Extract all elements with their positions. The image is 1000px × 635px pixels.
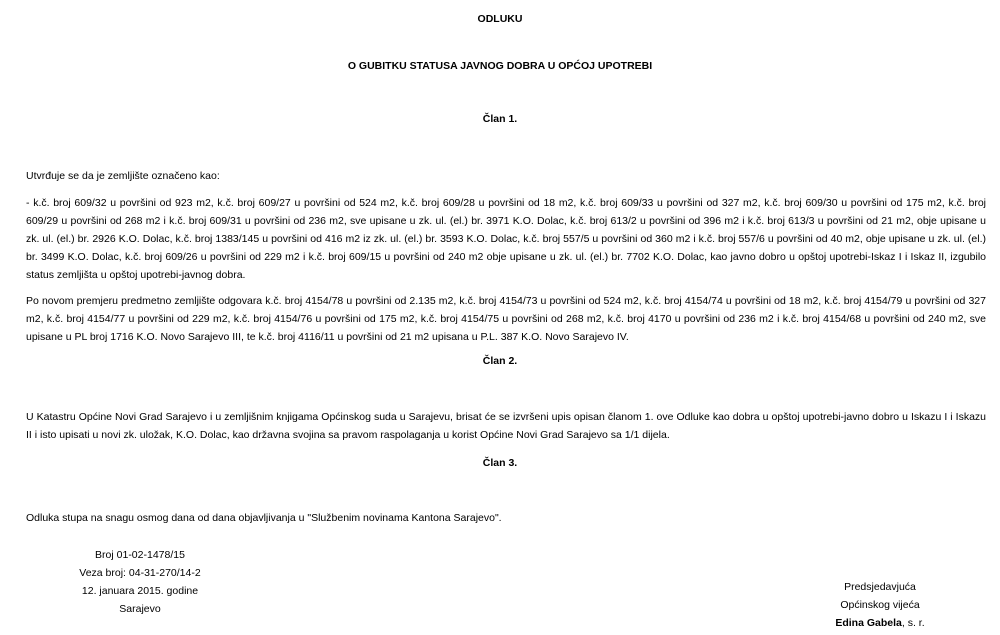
article-1-heading: Član 1. (482, 113, 518, 125)
reference-number: Broj 01-02-1478/15 (95, 549, 185, 561)
document-title: ODLUKU (477, 13, 523, 25)
signature-suffix: , s. r. (901, 617, 925, 629)
signature-block (780, 578, 980, 632)
article-1-intro: Utvrđuje se da je zemljište označeno kao: (26, 170, 220, 182)
article-2-heading: Član 2. (482, 355, 518, 367)
reference-block (40, 546, 240, 618)
article-1-parcels: - k.č. broj 609/32 u površini od 923 m2, k.č. broj 609/27 u površini od 524 m2, k.č. broj 609/28 u površini od 18 m2, k.č. broj 609/33 u površini od 327 m2, k.č. broj 609/30 u površini od 175 m2, k.č. broj 609/29 u površini od 268 m2 i k.č. broj 609/31 u površini od 236 m2, sve upisane u zk. ul. (el.) br. 3971 K.O. Dolac, k.č. broj 613/2 u površini od 396 m2 i k.č. broj 613/3 u površini od 21 m2, obje upisane u zk. ul. (el.) br. 2926 K.O. Dolac, k.č. broj 1383/145 u površini od 416 m2 iz zk. ul. (el.) br. 3593 K.O. Dolac, k.č. broj 557/5 u površini od 360 m2 i k.č. broj 557/6 u površini od 40 m2, obje upisane u zk. ul. (el.) br. 3499 K.O. Dolac, k.č. broj 609/26 u površini od 229 m2 i k.č. broj 609/15 u površini od 240 m2 obje upisane u zk. ul. (el.) br. 7702 K.O. Dolac, kao javno dobro u opštoj upotrebi-Iskaz I i Iskaz II, izgubilo status zemljišta u opštoj upotrebi-javnog dobra. (26, 197, 986, 281)
reference-related-number: Veza broj: 04-31-270/14-2 (79, 567, 201, 579)
signature-name: Edina Gabela (835, 617, 902, 629)
reference-place: Sarajevo (119, 603, 161, 615)
article-1-survey: Po novom premjeru predmetno zemljište odgovara k.č. broj 4154/78 u površini od 2.135 m2, k.č. broj 4154/73 u površini od 524 m2, k.č. broj 4154/74 u površini od 18 m2, k.č. broj 4154/79 u površini od 327 m2, k.č. broj 4154/77 u površini od 229 m2, k.č. broj 4154/76 u površini od 175 m2, k.č. broj 4154/75 u površini od 268 m2, k.č. broj 4170 u površini od 236 m2 i k.č. broj 4154/68 u površini od 240 m2, sve upisane u PL broj 1716 K.O. Novo Sarajevo III, te k.č. broj 4116/11 u površini od 21 m2 upisana u P.L. 387 K.O. Novo Sarajevo IV. (26, 295, 986, 343)
signature-body: Općinskog vijeća (840, 599, 920, 611)
signature-line (780, 614, 980, 632)
reference-date: 12. januara 2015. godine (81, 585, 199, 597)
article-3-heading: Član 3. (482, 457, 518, 469)
article-3-text: Odluka stupa na snagu osmog dana od dana objavljivanja u "Službenim novinama Kantona Sarajevo". (26, 512, 502, 524)
document-subtitle: O GUBITKU STATUSA JAVNOG DOBRA U OPĆOJ UPOTREBI (347, 60, 653, 72)
article-2-text: U Katastru Općine Novi Grad Sarajevo i u zemljišnim knjigama Općinskog suda u Sarajevu, brisat će se izvršeni upis opisan članom 1. ove Odluke kao dobra u opštoj upotrebi-javno dobro u Iskazu I i Iskazu II i isto upisati u novi zk. uložak, K.O. Dolac, kao državna svojina sa pravom raspolaganja u korist Općine Novi Grad Sarajevo sa 1/1 dijela. (26, 411, 986, 441)
signature-role: Predsjedavjuća (844, 581, 916, 593)
